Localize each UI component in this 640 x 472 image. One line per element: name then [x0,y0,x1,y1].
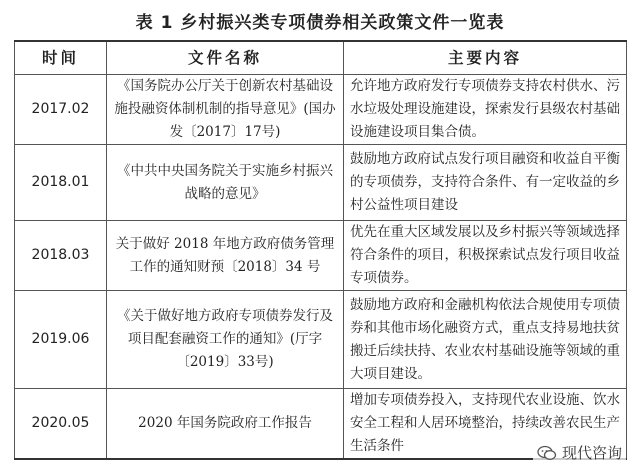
cell-content: 增加专项债券投入，支持现代农业设施、饮水安全工程和人居环境整治，持续改善农民生产生活条件 [344,389,627,460]
table-row [15,75,627,145]
wechat-icon [537,445,557,461]
cell-doc: 2020 年国务院政府工作报告 [107,389,344,460]
header-time: 时间 [15,41,107,75]
table-row [15,291,627,389]
watermark [533,441,626,464]
cell-doc: 《国务院办公厅关于创新农村基础设施投融资体制机制的指导意见》(国办发〔2017〕17号) [107,75,344,145]
cell-doc: 《关于做好地方政府专项债券发行及项目配套融资工作的通知》(厅字〔2019〕33号) [107,291,344,389]
cell-doc: 《中共中央国务院关于实施乡村振兴战略的意见》 [107,145,344,221]
cell-time: 2018.01 [15,145,107,221]
table-row [15,145,627,221]
cell-content: 优先在重大区域发展以及乡村振兴等领域选择符合条件的项目，积极探索试点发行项目收益专项债券。 [344,221,627,291]
cell-content: 鼓励地方政府试点发行项目融资和收益自平衡的专项债券，支持符合条件、有一定收益的乡村公益性项目建设 [344,145,627,221]
cell-time: 2017.02 [15,75,107,145]
table-title: 表 1 乡村振兴类专项债券相关政策文件一览表 [135,13,505,33]
watermark-text: 现代咨询 [561,444,622,462]
cell-time: 2019.06 [15,291,107,389]
table-row [15,221,627,291]
policy-table [14,40,627,460]
header-content: 主要内容 [344,41,627,75]
header-row [15,41,627,75]
cell-content: 允许地方政府发行专项债券支持农村供水、污水垃圾处理设施建设，探索发行县级农村基础设施建设项目集合债。 [344,75,627,145]
cell-doc: 关于做好 2018 年地方政府债务管理工作的通知财预〔2018〕34 号 [107,221,344,291]
cell-time: 2020.05 [15,389,107,460]
header-doc: 文件名称 [107,41,344,75]
cell-time: 2018.03 [15,221,107,291]
cell-content: 鼓励地方政府和金融机构依法合规使用专项债券和其他市场化融资方式，重点支持易地扶贫搬迁后续扶持、农业农村基础设施等领域的重大项目建设。 [344,291,627,389]
